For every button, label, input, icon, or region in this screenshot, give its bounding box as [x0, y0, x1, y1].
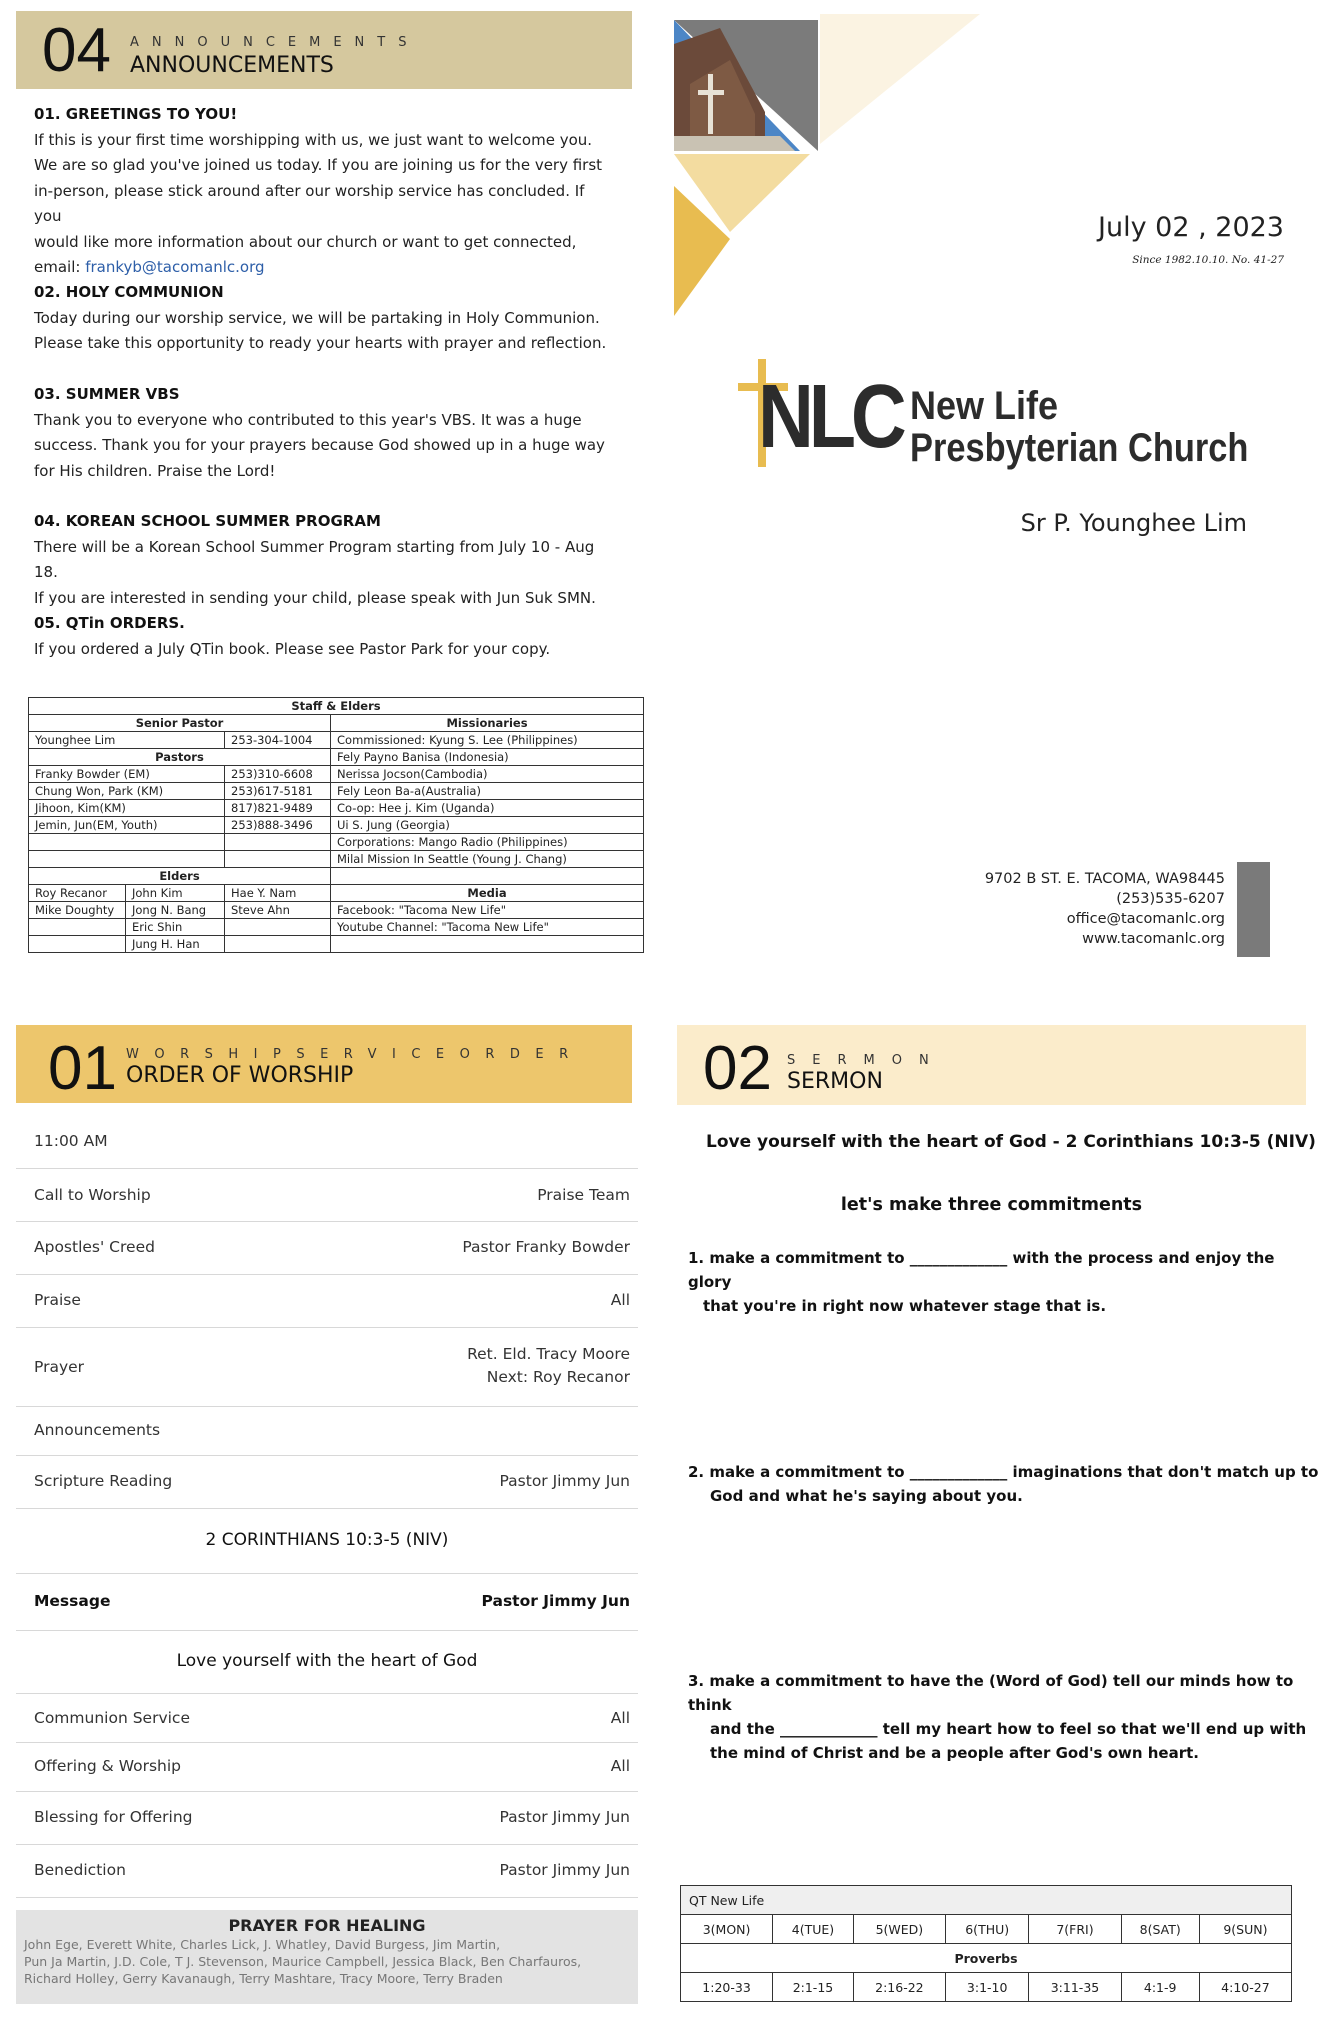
announcement-line: If this is your first time worshipping with us, we just want to welcome you.	[34, 130, 593, 149]
missionary: Co-op: Hee j. Kim (Uganda)	[331, 800, 644, 817]
announcement-2	[34, 280, 614, 357]
qt-reference: 4:10-27	[1199, 1973, 1291, 2002]
empty-cell	[331, 936, 644, 953]
worship-row	[16, 1456, 638, 1509]
worship-leader: Pastor Franky Bowder	[462, 1238, 630, 1256]
announcement-line: We are so glad you've joined us today. If you are joining us for the very first	[34, 156, 603, 174]
worship-row	[16, 1845, 638, 1898]
announcement-3	[34, 382, 614, 484]
commitment-line: and the _____________ tell my heart how to feel so that we'll end up with	[710, 1720, 1307, 1738]
staff-name: Jemin, Jun(EM, Youth)	[29, 817, 225, 834]
qt-reference: 2:16-22	[853, 1973, 945, 2002]
worship-leader: Pastor Jimmy Jun	[499, 1861, 630, 1879]
commitment-line: the mind of Christ and be a people after God's own heart.	[710, 1744, 1199, 1762]
announcement-line: for His children. Praise the Lord!	[34, 461, 276, 480]
section-number: 01	[48, 1034, 117, 1103]
qt-day: 9(SUN)	[1199, 1915, 1291, 1944]
announcement-line: Thank you to everyone who contributed to this year's VBS. It was a huge	[34, 410, 582, 429]
announcement-4	[34, 509, 614, 611]
worship-leader	[467, 1343, 630, 1389]
qt-reference: 3:1-10	[945, 1973, 1029, 2002]
announcement-title: 04. KOREAN SCHOOL SUMMER PROGRAM	[34, 512, 381, 530]
healing-line: Richard Holley, Gerry Kavanaugh, Terry Mashtare, Tracy Moore, Terry Braden	[24, 1971, 503, 1986]
worship-leader: All	[610, 1291, 630, 1309]
missionaries-heading: Missionaries	[331, 715, 644, 732]
worship-header	[16, 1025, 632, 1103]
message-title: Love yourself with the heart of God	[176, 1651, 478, 1671]
elder-name: Eric Shin	[126, 919, 225, 936]
empty-cell	[331, 868, 644, 885]
elder-name: Jung H. Han	[126, 936, 225, 953]
elder-name: John Kim	[126, 885, 225, 902]
worship-leader: All	[610, 1709, 630, 1727]
prayer-leader: Ret. Eld. Tracy Moore	[467, 1345, 630, 1363]
church-logo	[738, 356, 1258, 476]
section-spaced-label: ANNOUNCEMENTS	[130, 35, 420, 50]
section-title: ANNOUNCEMENTS	[130, 53, 334, 78]
empty-cell	[225, 834, 331, 851]
church-name-line1: New Life	[910, 384, 1059, 428]
section-number: 02	[703, 1034, 772, 1103]
media-heading: Media	[331, 885, 644, 902]
elders-heading: Elders	[29, 868, 331, 885]
announcement-5	[34, 611, 614, 662]
worship-item: Message	[34, 1592, 111, 1610]
commitment-1	[688, 1246, 1320, 1318]
elder-name: Roy Recanor	[29, 885, 126, 902]
qt-reference: 4:1-9	[1121, 1973, 1199, 2002]
qt-day: 7(FRI)	[1029, 1915, 1121, 1944]
section-title: ORDER OF WORSHIP	[126, 1063, 354, 1088]
elder-name: Jong N. Bang	[126, 902, 225, 919]
worship-leader: All	[610, 1757, 630, 1775]
healing-names	[16, 1936, 638, 1987]
staff-phone: 817)821-9489	[225, 800, 331, 817]
staff-name: Chung Won, Park (KM)	[29, 783, 225, 800]
empty-cell	[225, 851, 331, 868]
worship-leader: Praise Team	[537, 1186, 630, 1204]
empty-cell	[225, 919, 331, 936]
message-title-row	[16, 1631, 638, 1694]
announcement-title: 05. QTin ORDERS.	[34, 614, 185, 632]
elder-name: Hae Y. Nam	[225, 885, 331, 902]
prayer-for-healing	[16, 1910, 638, 2004]
email-link[interactable]: frankyb@tacomanlc.org	[85, 258, 265, 276]
empty-cell	[29, 834, 225, 851]
worship-item: Prayer	[34, 1358, 85, 1376]
commitment-line: 3. make a commitment to have the (Word of God) tell our minds how to think	[688, 1672, 1294, 1714]
staff-phone: 253)310-6608	[225, 766, 331, 783]
logo-letters: NLC	[758, 367, 902, 467]
worship-leader: Pastor Jimmy Jun	[481, 1592, 630, 1610]
announcement-line: would like more information about our church or want to get connected,	[34, 232, 577, 251]
worship-leader: Pastor Jimmy Jun	[499, 1808, 630, 1826]
section-spaced-label: WORSHIPSERVICEORDER	[126, 1047, 584, 1062]
church-contact	[985, 869, 1225, 949]
missionary: Corporations: Mango Radio (Philippines)	[331, 834, 644, 851]
scripture-row	[16, 1509, 638, 1574]
elder-name: Mike Doughty	[29, 902, 126, 919]
staff-phone: 253)888-3496	[225, 817, 331, 834]
staff-name: Younghee Lim	[29, 732, 225, 749]
sermon-heading: Love yourself with the heart of God - 2 Corinthians 10:3-5 (NIV)	[706, 1132, 1316, 1152]
worship-item: Offering & Worship	[34, 1757, 182, 1775]
staff-name: Jihoon, Kim(KM)	[29, 800, 225, 817]
qt-day: 5(WED)	[853, 1915, 945, 1944]
sermon-subheading: let's make three commitments	[840, 1195, 1143, 1215]
worship-item: Scripture Reading	[34, 1472, 173, 1490]
cover-date: July 02 , 2023	[1098, 212, 1284, 243]
worship-item: Benediction	[34, 1861, 126, 1879]
media-item: Facebook: "Tacoma New Life"	[331, 902, 644, 919]
worship-row	[16, 1792, 638, 1845]
qt-day: 8(SAT)	[1121, 1915, 1199, 1944]
elder-name: Steve Ahn	[225, 902, 331, 919]
worship-row	[16, 1169, 638, 1222]
service-time: 11:00 AM	[34, 1132, 108, 1150]
qt-reference: 2:1-15	[773, 1973, 854, 2002]
worship-item: Announcements	[34, 1421, 161, 1439]
staff-title: Staff & Elders	[29, 698, 644, 715]
worship-row	[16, 1694, 638, 1743]
announcement-title: 02. HOLY COMMUNION	[34, 283, 224, 301]
scripture-reference: 2 CORINTHIANS 10:3-5 (NIV)	[205, 1530, 449, 1550]
announcement-line: If you ordered a July QTin book. Please see Pastor Park for your copy.	[34, 639, 551, 658]
worship-row	[16, 1743, 638, 1792]
announcements-header	[16, 11, 632, 89]
announcement-line: success. Thank you for your prayers because God showed up in a huge way	[34, 436, 605, 454]
qt-reference: 3:11-35	[1029, 1973, 1121, 2002]
section-spaced-label: SERMON	[787, 1053, 946, 1068]
sermon-header	[677, 1025, 1306, 1105]
healing-line: John Ege, Everett White, Charles Lick, J. Whatley, David Burgess, Jim Martin,	[24, 1937, 501, 1952]
cover-geometric-art	[670, 14, 980, 319]
gray-accent-bar	[1237, 862, 1270, 957]
worship-item: Call to Worship	[34, 1186, 151, 1204]
church-website[interactable]: www.tacomanlc.org	[1082, 931, 1225, 947]
announcement-line: in-person, please stick around after our worship service has concluded. If you	[34, 181, 585, 225]
missionary: Commissioned: Kyung S. Lee (Philippines)	[331, 732, 644, 749]
worship-row	[16, 1275, 638, 1328]
healing-line: Pun Ja Martin, J.D. Cole, T J. Stevenson, Maurice Campbell, Jessica Black, Ben Charfauros,	[24, 1954, 582, 1969]
cream-triangle	[820, 14, 980, 144]
staff-phone: 253)617-5181	[225, 783, 331, 800]
qt-book: Proverbs	[681, 1944, 1292, 1973]
worship-row	[16, 1222, 638, 1275]
email-label: email:	[34, 258, 86, 276]
church-email[interactable]: office@tacomanlc.org	[1066, 911, 1225, 927]
missionary: Milal Mission In Seattle (Young J. Chang)	[331, 851, 644, 868]
announcement-line: Please take this opportunity to ready your hearts with prayer and reflection.	[34, 334, 607, 352]
announcement-title: 01. GREETINGS TO YOU!	[34, 105, 238, 123]
qt-day: 6(THU)	[945, 1915, 1029, 1944]
empty-cell	[29, 919, 126, 936]
commitment-line: 2. make a commitment to _____________ imaginations that don't match up to	[688, 1463, 1319, 1481]
commitment-line: that you're in right now whatever stage that is.	[703, 1297, 1107, 1315]
worship-item: Apostles' Creed	[34, 1238, 155, 1256]
church-phone: (253)535-6207	[1116, 891, 1225, 907]
media-item: Youtube Channel: "Tacoma New Life"	[331, 919, 644, 936]
senior-pastor: Sr P. Younghee Lim	[1020, 509, 1247, 537]
next-prayer-leader: Next: Roy Recanor	[486, 1368, 630, 1386]
announcement-1	[34, 102, 614, 281]
qt-reference: 1:20-33	[681, 1973, 773, 2002]
pastors-heading: Pastors	[29, 749, 331, 766]
worship-item: Praise	[34, 1291, 81, 1309]
qt-title: QT New Life	[681, 1886, 1292, 1915]
worship-row	[16, 1328, 638, 1407]
cover-since: Since 1982.10.10. No. 41-27	[1132, 254, 1284, 266]
commitment-line: God and what he's saying about you.	[710, 1487, 1023, 1505]
section-title: SERMON	[787, 1069, 883, 1094]
church-address: 9702 B ST. E. TACOMA, WA98445	[984, 871, 1225, 887]
senior-pastor-heading: Senior Pastor	[29, 715, 331, 732]
announcement-title: 03. SUMMER VBS	[34, 385, 180, 403]
healing-title: PRAYER FOR HEALING	[228, 1916, 426, 1935]
qt-day: 3(MON)	[681, 1915, 773, 1944]
empty-cell	[29, 936, 126, 953]
worship-time-row	[16, 1116, 638, 1169]
announcement-email-line	[34, 255, 614, 281]
commitment-line: 1. make a commitment to _____________ with the process and enjoy the glory	[688, 1249, 1275, 1291]
commitment-3	[688, 1669, 1320, 1765]
qt-reading-table	[680, 1885, 1292, 2002]
section-number: 04	[42, 16, 111, 85]
qt-day: 4(TUE)	[773, 1915, 854, 1944]
missionary: Ui S. Jung (Georgia)	[331, 817, 644, 834]
announcement-line: There will be a Korean School Summer Program starting from July 10 - Aug 18.	[34, 537, 595, 581]
staff-phone: 253-304-1004	[225, 732, 331, 749]
worship-item: Communion Service	[34, 1709, 190, 1727]
worship-leader: Pastor Jimmy Jun	[499, 1472, 630, 1490]
commitment-2	[688, 1460, 1318, 1508]
missionary: Fely Payno Banisa (Indonesia)	[331, 749, 644, 766]
staff-name: Franky Bowder (EM)	[29, 766, 225, 783]
empty-cell	[225, 936, 331, 953]
worship-row	[16, 1407, 638, 1456]
announcement-line: Today during our worship service, we will be partaking in Holy Communion.	[34, 308, 600, 327]
message-row	[16, 1574, 638, 1631]
empty-cell	[29, 851, 225, 868]
staff-elders-table	[28, 697, 644, 953]
worship-item: Blessing for Offering	[34, 1808, 193, 1826]
missionary: Nerissa Jocson(Cambodia)	[331, 766, 644, 783]
announcement-line: If you are interested in sending your child, please speak with Jun Suk SMN.	[34, 588, 596, 607]
missionary: Fely Leon Ba-a(Australia)	[331, 783, 644, 800]
church-name-line2: Presbyterian Church	[910, 426, 1249, 470]
